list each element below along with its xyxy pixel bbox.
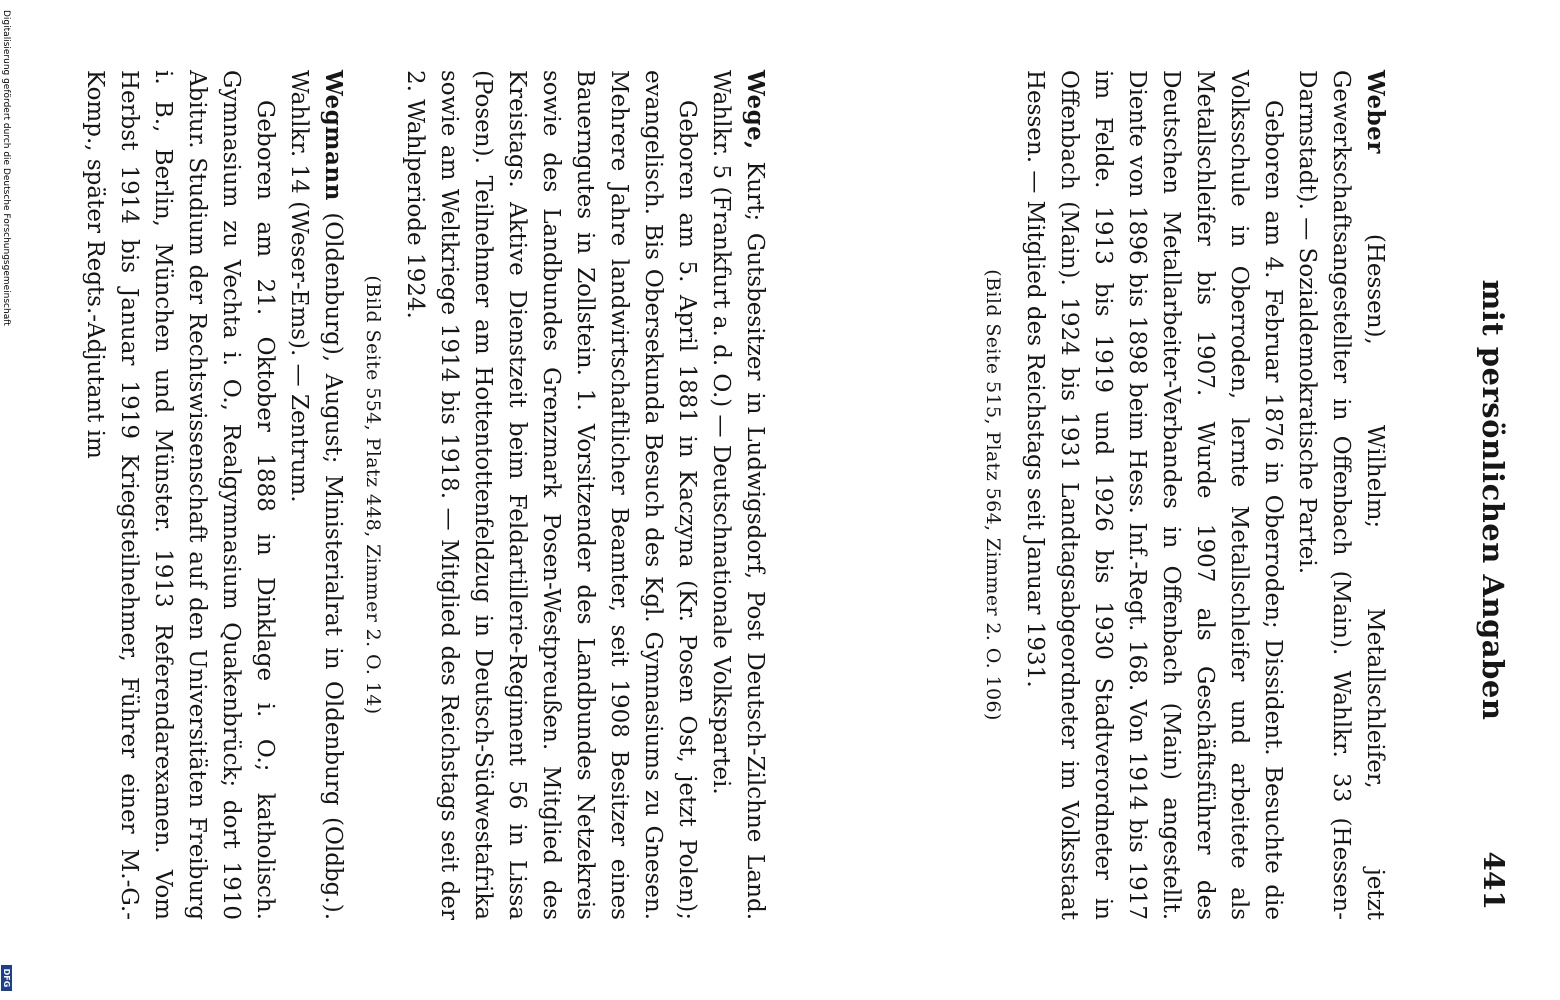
- entry-body: Geboren am 4. Februar 1876 in Oberroden; Dissident. Besuchte die Volksschule in Oberroden, lernte Metallschleifer und arbeitete als Metallschleifer bis 1907. Wurde 1907 als Geschäftsführer des Deutschen Metallarbeiter-Verbandes in Offenbach (Main) angestellt. Diente von 1896 bis 1898 beim Hess. Inf.-Regt. 168. Von 1914 bis 1917 im Felde. 1913 bis 1919 und 1926 bis 1930 Stadtverordneter in Offenbach (Main). 1924 bis 1931 Landtagsabgeordneter im Volksstaat Hessen. — Mitglied des Reichstags seit Januar 1931.: [1022, 70, 1286, 920]
- page-header: [1470, 80, 1510, 920]
- entry-name: Weber: [1362, 70, 1389, 154]
- running-title: mit persönlichen Angaben: [1476, 279, 1510, 721]
- biography-entry-wegmann: [78, 70, 350, 920]
- entry-first-line: Kurt; Gutsbesitzer in Ludwigsdorf, Post Deutsch-Zilchne Land. Wahlkr. 5 (Frankfurt a. d. O.) — Deutschnationale Volkspartei.: [708, 70, 768, 921]
- entry-name: Wegmann: [320, 70, 347, 201]
- entry-body: Geboren am 21. Oktober 1888 in Dinklage i. O.; katholisch. Gymnasium zu Vechta i. O., Realgymnasium Quakenbrück; dort 1910 Abitur. Studium der Rechtswissenschaft auf den Universitäten Freiburg i. B., Berlin, München und Münster. 1913 Referendarexamen. Vom Herbst 1914 bis Januar 1919 Kriegsteilnehmer, Führer einer M.-G.-Komp., später Regts.-Adjutant im: [82, 70, 278, 920]
- biography-entry-wege: [356, 70, 772, 920]
- entry-name: Wege,: [742, 70, 769, 150]
- entry-photo-reference: (Bild Seite 554, Platz 448, Zimmer 2. O. 14): [362, 275, 384, 715]
- entry-first-line: (Oldenburg), August; Ministerialrat in Oldenburg (Oldbg.). Wahlkr. 14 (Weser-Ems). — Zentrum.: [286, 70, 346, 921]
- entry-photo-reference: (Bild Seite 515, Platz 564, Zimmer 2. O. 106): [982, 269, 1004, 721]
- digitization-credit-text: Digitalisierung gefördert durch die Deutsche Forschungsgemeinschaft: [1, 10, 11, 326]
- dfg-logo: DFG: [1, 965, 12, 991]
- digitization-credit: [0, 10, 12, 1000]
- biography-entry-weber: [976, 70, 1392, 920]
- entry-first-line: (Hessen), Wilhelm; Metallschleifer, jetzt Gewerkschaftsangestellter in Offenbach (Main). Wahlkr. 33 (Hessen-Darmstadt). — Sozialdemokratische Partei.: [1294, 70, 1388, 920]
- entry-body: Geboren am 5. April 1881 in Kaczyna (Kr. Posen Ost, jetzt Polen); evangelisch. Bis Obersekunda Besuch des Kgl. Gymnasiums zu Gnesen. Mehrere Jahre landwirtschaftlicher Beamter, seit 1908 Besitzer eines Bauerngutes in Zollstein. 1. Vorsitzender des Landbundes Netzekreis sowie des Landbundes Grenzmark Posen-Westpreußen. Mitglied des Kreistags. Aktive Dienstzeit beim Feldartillerie-Regiment 56 in Lissa (Posen). Teilnehmer am Hottentottenfeldzug in Deutsch-Südwestafrika sowie am Weltkriege 1914 bis 1918. — Mitglied des Reichstags seit der 2. Wahlperiode 1924.: [402, 70, 700, 920]
- page-number: 441: [1477, 851, 1510, 910]
